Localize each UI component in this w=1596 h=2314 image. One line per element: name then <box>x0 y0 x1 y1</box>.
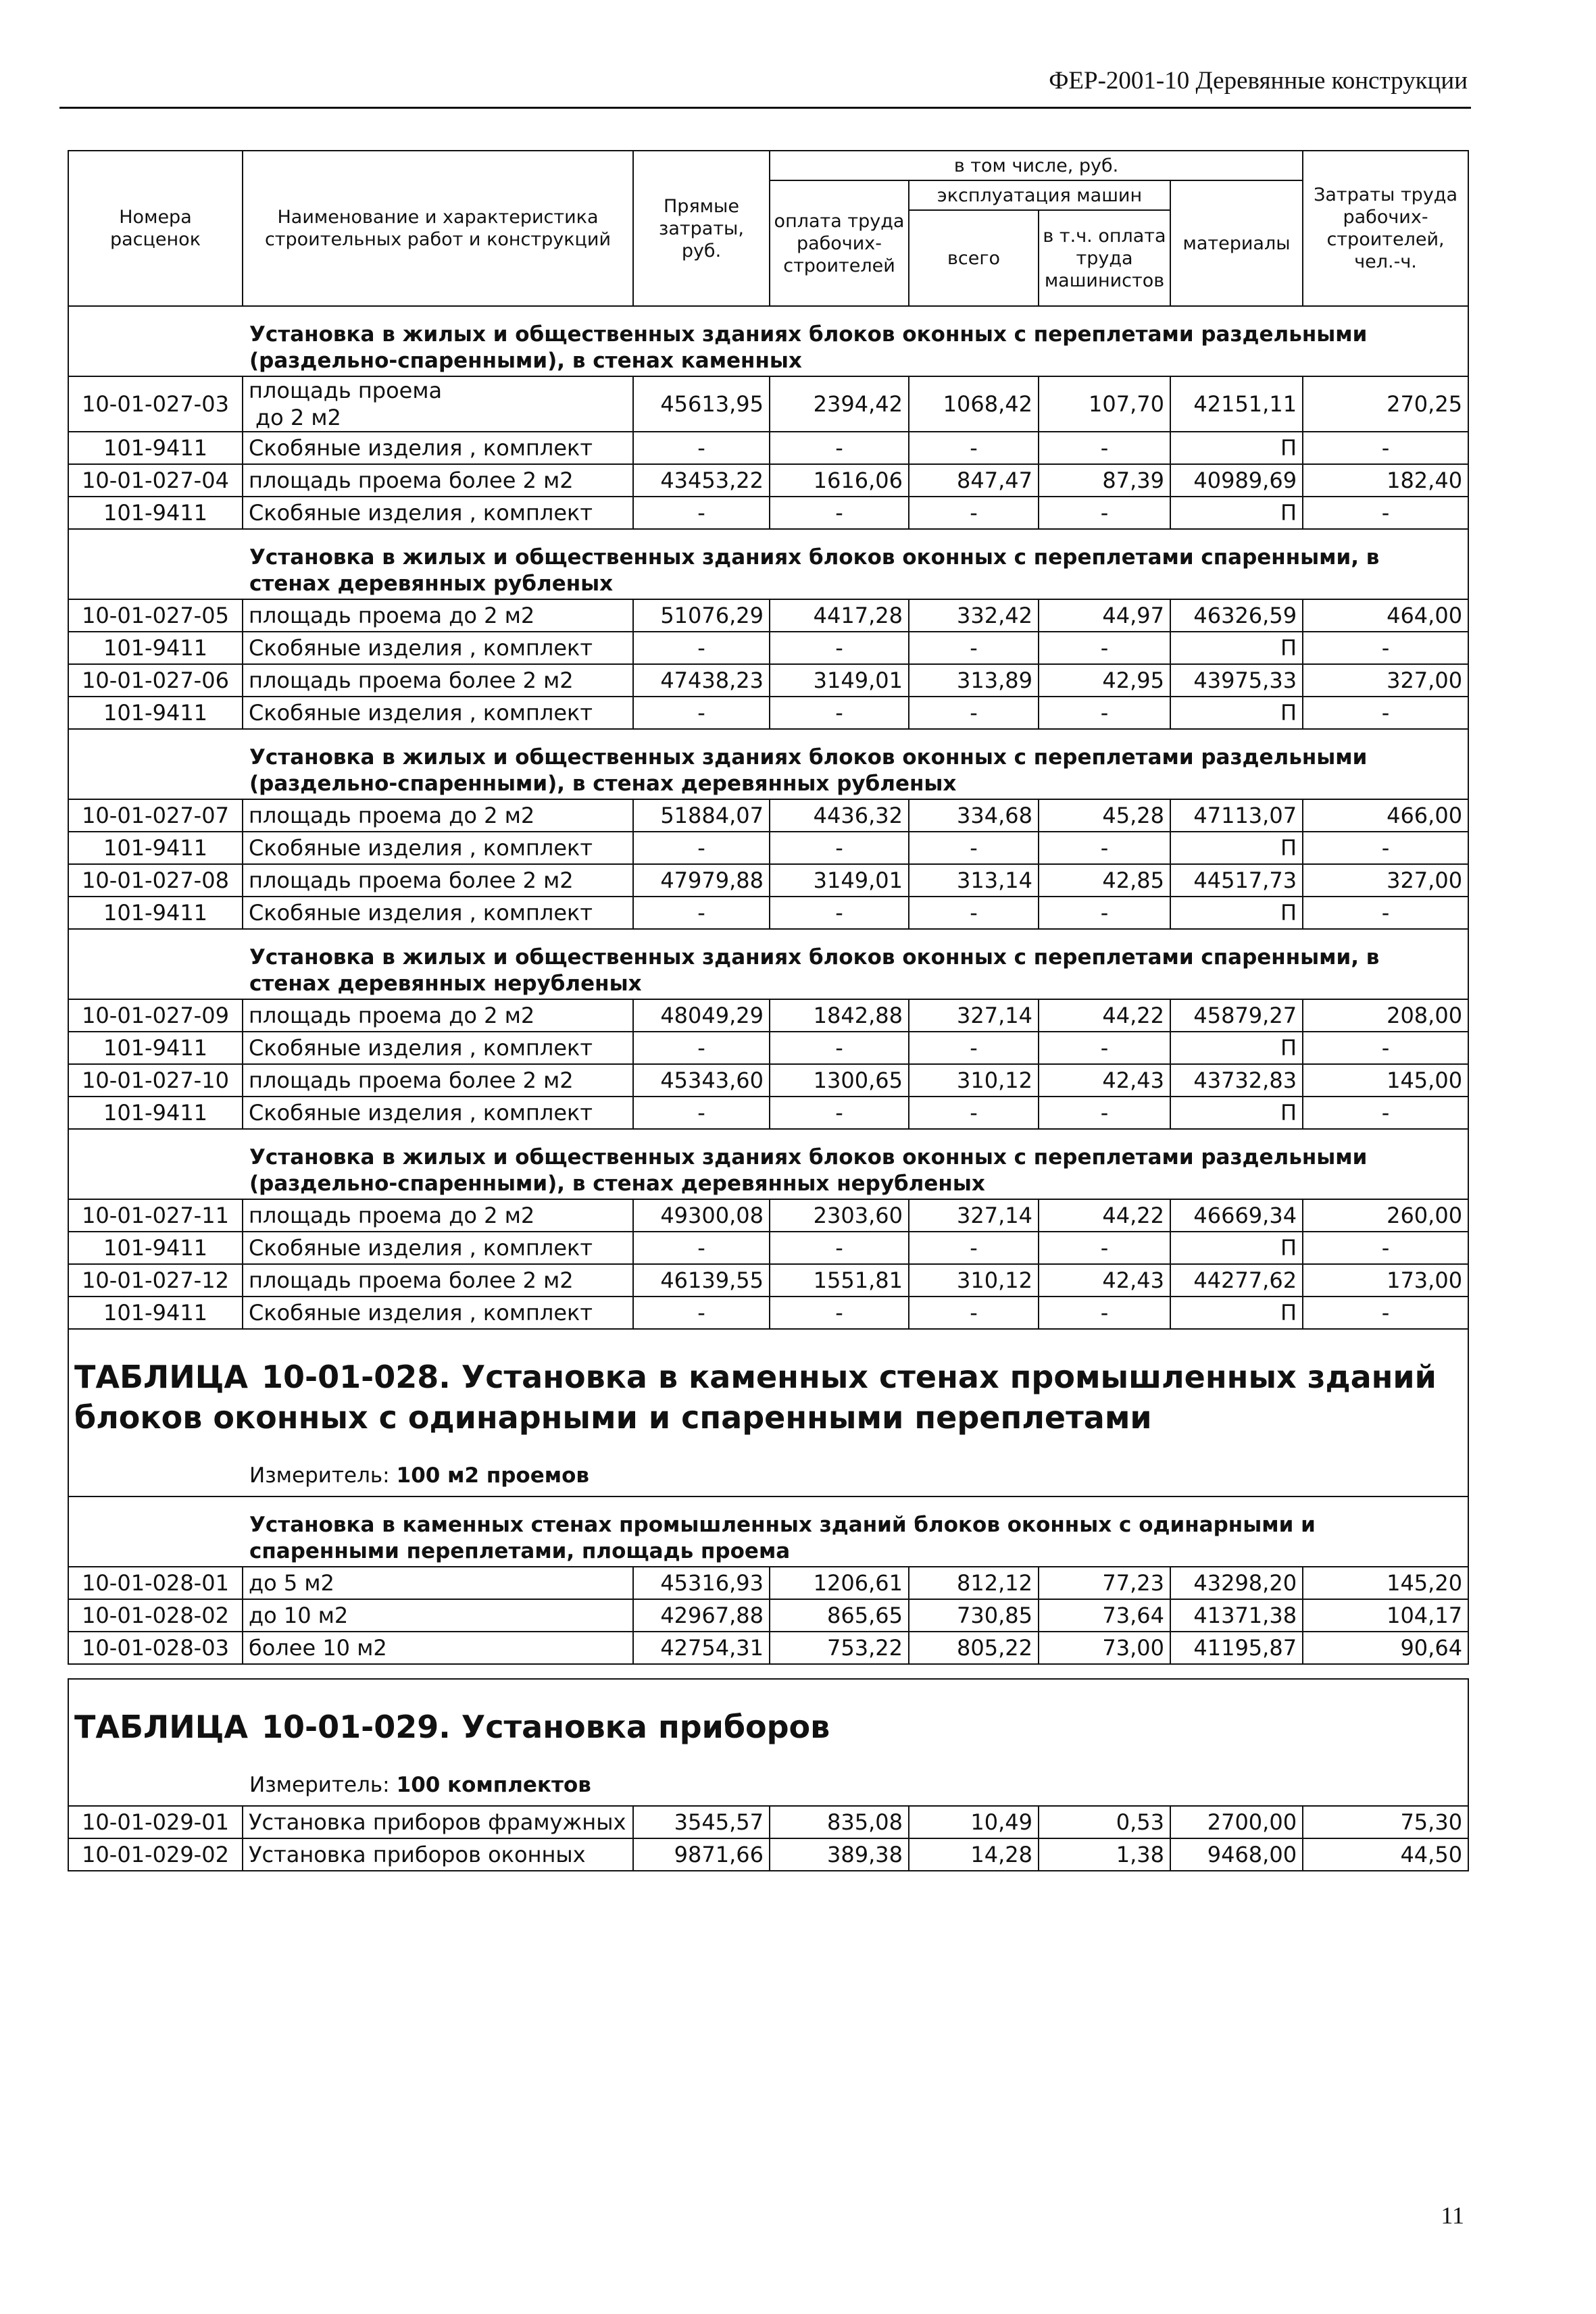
labor-hours: - <box>1303 1097 1468 1129</box>
rate-name: Скобяные изделия , комплект <box>243 632 633 664</box>
material-row <box>68 1032 1468 1064</box>
labor-pay: 3149,01 <box>770 664 909 697</box>
direct-costs: 42754,31 <box>633 1632 770 1664</box>
machinists-pay: - <box>1039 632 1170 664</box>
section-spacer <box>68 1496 243 1567</box>
materials-cost: П <box>1170 897 1303 929</box>
rate-code: 101-9411 <box>68 1297 243 1329</box>
labor-pay: - <box>770 697 909 729</box>
labor-hours: - <box>1303 832 1468 864</box>
rate-row <box>68 1199 1468 1232</box>
machinists-pay: - <box>1039 1297 1170 1329</box>
machinists-pay: 73,64 <box>1039 1599 1170 1632</box>
section-title-row <box>68 529 1468 599</box>
material-row <box>68 897 1468 929</box>
labor-hours: - <box>1303 1297 1468 1329</box>
section-title: Установка в каменных стенах промышленных зданий блоков оконных с одинарными и спаренными переплетами, площадь проема <box>243 1496 1468 1567</box>
table-label: ТАБЛИЦА <box>74 1709 249 1745</box>
direct-costs: 51076,29 <box>633 599 770 632</box>
machines-total: 10,49 <box>909 1806 1039 1838</box>
materials-cost: П <box>1170 1032 1303 1064</box>
labor-hours: 90,64 <box>1303 1632 1468 1664</box>
materials-cost: П <box>1170 1297 1303 1329</box>
header-labor-hours: Затраты труда рабочих-строителей, чел.-ч. <box>1303 151 1468 306</box>
rate-name: Установка приборов фрамужных <box>243 1806 633 1838</box>
machinists-pay: - <box>1039 832 1170 864</box>
labor-pay: 389,38 <box>770 1838 909 1871</box>
rate-code: 101-9411 <box>68 697 243 729</box>
section-title: Установка в жилых и общественных зданиях блоков оконных с переплетами раздельными (раздельно-спаренными), в стенах деревянных рубленых <box>243 729 1468 799</box>
rate-code: 101-9411 <box>68 497 243 529</box>
machinists-pay: - <box>1039 1097 1170 1129</box>
labor-pay: - <box>770 497 909 529</box>
machines-total: 332,42 <box>909 599 1039 632</box>
direct-costs: 9871,66 <box>633 1838 770 1871</box>
direct-costs: - <box>633 1032 770 1064</box>
section-title: Установка в жилых и общественных зданиях блоков оконных с переплетами раздельными (раздельно-спаренными), в стенах деревянных нерубленых <box>243 1129 1468 1199</box>
header-name: Наименование и характеристика строительных работ и конструкций <box>243 151 633 306</box>
labor-hours: 464,00 <box>1303 599 1468 632</box>
section-spacer <box>68 1129 243 1199</box>
rate-row <box>68 1599 1468 1632</box>
labor-pay: - <box>770 1232 909 1264</box>
labor-hours: 270,25 <box>1303 376 1468 432</box>
machines-total: - <box>909 1097 1039 1129</box>
machinists-pay: 42,95 <box>1039 664 1170 697</box>
labor-pay: 3149,01 <box>770 864 909 897</box>
table-029-title <box>68 1679 1468 1751</box>
machinists-pay: 42,43 <box>1039 1264 1170 1297</box>
machines-total: - <box>909 1297 1039 1329</box>
material-row <box>68 697 1468 729</box>
section-spacer <box>68 929 243 999</box>
rate-name: Скобяные изделия , комплект <box>243 832 633 864</box>
section-title-row <box>68 729 1468 799</box>
gap-cell <box>68 1664 1468 1679</box>
rate-row <box>68 999 1468 1032</box>
labor-pay: 4436,32 <box>770 799 909 832</box>
labor-pay: - <box>770 632 909 664</box>
rate-code: 101-9411 <box>68 897 243 929</box>
material-row <box>68 497 1468 529</box>
running-head: ФЕР-2001-10 Деревянные конструкции <box>1049 67 1468 95</box>
section-title: Установка в жилых и общественных зданиях блоков оконных с переплетами спаренными, в стенах деревянных рубленых <box>243 529 1468 599</box>
rate-code: 101-9411 <box>68 832 243 864</box>
machinists-pay: - <box>1039 432 1170 464</box>
rate-code: 10-01-028-02 <box>68 1599 243 1632</box>
meter-value: 100 комплектов <box>396 1773 591 1797</box>
rate-code: 10-01-027-04 <box>68 464 243 497</box>
table-heading: 10-01-029. Установка приборов <box>261 1709 830 1745</box>
rate-name: более 10 м2 <box>243 1632 633 1664</box>
labor-pay: - <box>770 897 909 929</box>
labor-pay: 753,22 <box>770 1632 909 1664</box>
rate-code: 101-9411 <box>68 1097 243 1129</box>
machines-total: 730,85 <box>909 1599 1039 1632</box>
materials-cost: П <box>1170 1097 1303 1129</box>
table-029-title-row <box>68 1679 1468 1751</box>
material-row <box>68 1297 1468 1329</box>
machinists-pay: 1,38 <box>1039 1838 1170 1871</box>
labor-pay: - <box>770 1297 909 1329</box>
rate-name: до 5 м2 <box>243 1567 633 1599</box>
machines-total: 334,68 <box>909 799 1039 832</box>
materials-cost: 41371,38 <box>1170 1599 1303 1632</box>
machinists-pay: 73,00 <box>1039 1632 1170 1664</box>
labor-pay: - <box>770 1032 909 1064</box>
machinists-pay: 42,85 <box>1039 864 1170 897</box>
materials-cost: П <box>1170 697 1303 729</box>
section-title: Установка в жилых и общественных зданиях блоков оконных с переплетами раздельными (раздельно-спаренными), в стенах каменных <box>243 306 1468 376</box>
direct-costs: - <box>633 1097 770 1129</box>
meter-value: 100 м2 проемов <box>396 1463 590 1488</box>
machines-total: - <box>909 832 1039 864</box>
direct-costs: 3545,57 <box>633 1806 770 1838</box>
labor-hours: - <box>1303 1232 1468 1264</box>
rate-code: 10-01-027-05 <box>68 599 243 632</box>
machines-total: 805,22 <box>909 1632 1039 1664</box>
direct-costs: - <box>633 897 770 929</box>
direct-costs: 47979,88 <box>633 864 770 897</box>
machines-total: 310,12 <box>909 1264 1039 1297</box>
rate-name-line: до 2 м2 <box>255 405 341 430</box>
section-title-row <box>68 1129 1468 1199</box>
machinists-pay: - <box>1039 697 1170 729</box>
labor-hours: 145,00 <box>1303 1064 1468 1097</box>
meter-row <box>68 1442 1468 1496</box>
rate-name: площадь проема более 2 м2 <box>243 1264 633 1297</box>
machinists-pay: - <box>1039 1232 1170 1264</box>
machines-total: 847,47 <box>909 464 1039 497</box>
machinists-pay: 44,22 <box>1039 1199 1170 1232</box>
rate-row <box>68 1838 1468 1871</box>
rate-code: 10-01-028-01 <box>68 1567 243 1599</box>
materials-cost: 42151,11 <box>1170 376 1303 432</box>
labor-hours: 260,00 <box>1303 1199 1468 1232</box>
labor-hours: - <box>1303 632 1468 664</box>
rate-code: 10-01-027-11 <box>68 1199 243 1232</box>
machinists-pay: 45,28 <box>1039 799 1170 832</box>
rate-row <box>68 864 1468 897</box>
machinists-pay: 44,22 <box>1039 999 1170 1032</box>
meter-row <box>68 1751 1468 1806</box>
materials-cost: 46326,59 <box>1170 599 1303 632</box>
labor-pay: 865,65 <box>770 1599 909 1632</box>
machines-total: - <box>909 632 1039 664</box>
labor-hours: - <box>1303 697 1468 729</box>
direct-costs: - <box>633 432 770 464</box>
labor-pay: - <box>770 1097 909 1129</box>
rate-row <box>68 599 1468 632</box>
direct-costs: - <box>633 1232 770 1264</box>
machines-total: 812,12 <box>909 1567 1039 1599</box>
labor-pay: 1842,88 <box>770 999 909 1032</box>
machines-total: 327,14 <box>909 999 1039 1032</box>
direct-costs: 46139,55 <box>633 1264 770 1297</box>
materials-cost: 44277,62 <box>1170 1264 1303 1297</box>
labor-pay: 2394,42 <box>770 376 909 432</box>
rate-name <box>243 376 633 432</box>
rate-name-line: площадь проема <box>249 378 443 403</box>
rate-code: 101-9411 <box>68 1032 243 1064</box>
meter <box>68 1751 1468 1806</box>
machines-total: - <box>909 432 1039 464</box>
machines-total: - <box>909 697 1039 729</box>
section-title-row <box>68 1496 1468 1567</box>
labor-pay: 2303,60 <box>770 1199 909 1232</box>
machinists-pay: - <box>1039 897 1170 929</box>
machinists-pay: 44,97 <box>1039 599 1170 632</box>
rate-name: Установка приборов оконных <box>243 1838 633 1871</box>
machines-total: - <box>909 497 1039 529</box>
materials-cost: П <box>1170 632 1303 664</box>
labor-hours: 44,50 <box>1303 1838 1468 1871</box>
labor-hours: - <box>1303 897 1468 929</box>
rates-table <box>68 150 1469 1871</box>
machines-total: - <box>909 897 1039 929</box>
direct-costs: 48049,29 <box>633 999 770 1032</box>
machines-total: - <box>909 1232 1039 1264</box>
meter-label: Измеритель: <box>249 1463 390 1488</box>
rate-name: площадь проема до 2 м2 <box>243 599 633 632</box>
direct-costs: - <box>633 832 770 864</box>
labor-pay: 835,08 <box>770 1806 909 1838</box>
rate-name: Скобяные изделия , комплект <box>243 897 633 929</box>
material-row <box>68 1097 1468 1129</box>
section-spacer <box>68 306 243 376</box>
machinists-pay: 87,39 <box>1039 464 1170 497</box>
direct-costs: 45613,95 <box>633 376 770 432</box>
machinists-pay: - <box>1039 497 1170 529</box>
header-machinists-pay: в т.ч. оплата труда машинистов <box>1039 210 1170 306</box>
rate-code: 10-01-029-02 <box>68 1838 243 1871</box>
labor-pay: - <box>770 832 909 864</box>
header-machines: эксплуатация машин <box>909 180 1170 210</box>
materials-cost: 47113,07 <box>1170 799 1303 832</box>
materials-cost: 43975,33 <box>1170 664 1303 697</box>
section-spacer <box>68 729 243 799</box>
labor-hours: - <box>1303 1032 1468 1064</box>
table-heading: 10-01-028. Установка в каменных стенах промышленных зданий блоков оконных с одинарными и спаренными переплетами <box>74 1359 1437 1436</box>
labor-pay: 1616,06 <box>770 464 909 497</box>
rate-name: площадь проема до 2 м2 <box>243 999 633 1032</box>
labor-pay: 1206,61 <box>770 1567 909 1599</box>
rate-name: Скобяные изделия , комплект <box>243 1097 633 1129</box>
materials-cost: 43732,83 <box>1170 1064 1303 1097</box>
labor-pay: 1551,81 <box>770 1264 909 1297</box>
rate-row <box>68 799 1468 832</box>
rates-body <box>68 306 1468 1871</box>
material-row <box>68 832 1468 864</box>
rate-code: 10-01-027-03 <box>68 376 243 432</box>
machinists-pay: 107,70 <box>1039 376 1170 432</box>
machines-total: 310,12 <box>909 1064 1039 1097</box>
rate-code: 10-01-029-01 <box>68 1806 243 1838</box>
machines-total: 313,14 <box>909 864 1039 897</box>
labor-hours: 104,17 <box>1303 1599 1468 1632</box>
rate-name: Скобяные изделия , комплект <box>243 1032 633 1064</box>
header-code: Номера расценок <box>68 151 243 306</box>
machines-total: 327,14 <box>909 1199 1039 1232</box>
labor-pay: - <box>770 432 909 464</box>
rate-code: 101-9411 <box>68 432 243 464</box>
header-materials: материалы <box>1170 180 1303 306</box>
section-title-row <box>68 929 1468 999</box>
meter <box>68 1442 1468 1496</box>
material-row <box>68 432 1468 464</box>
labor-hours: - <box>1303 497 1468 529</box>
section-spacer <box>68 529 243 599</box>
materials-cost: 43298,20 <box>1170 1567 1303 1599</box>
labor-hours: 173,00 <box>1303 1264 1468 1297</box>
rate-name: площадь проема более 2 м2 <box>243 1064 633 1097</box>
direct-costs: - <box>633 697 770 729</box>
direct-costs: 47438,23 <box>633 664 770 697</box>
direct-costs: - <box>633 1297 770 1329</box>
rate-code: 10-01-027-07 <box>68 799 243 832</box>
direct-costs: 45316,93 <box>633 1567 770 1599</box>
rate-code: 10-01-027-09 <box>68 999 243 1032</box>
header-rule <box>59 107 1471 109</box>
direct-costs: 45343,60 <box>633 1064 770 1097</box>
rate-code: 10-01-027-08 <box>68 864 243 897</box>
labor-hours: 327,00 <box>1303 664 1468 697</box>
rates-sheet <box>68 150 1468 1871</box>
rate-name: площадь проема более 2 м2 <box>243 464 633 497</box>
machines-total: 1068,42 <box>909 376 1039 432</box>
rate-code: 10-01-027-10 <box>68 1064 243 1097</box>
direct-costs: 43453,22 <box>633 464 770 497</box>
rate-name: Скобяные изделия , комплект <box>243 1297 633 1329</box>
rate-row <box>68 464 1468 497</box>
rate-name: площадь проема до 2 м2 <box>243 1199 633 1232</box>
labor-hours: 466,00 <box>1303 799 1468 832</box>
machines-total: - <box>909 1032 1039 1064</box>
table-028-title-row <box>68 1329 1468 1442</box>
table-028-title <box>68 1329 1468 1442</box>
machinists-pay: - <box>1039 1032 1170 1064</box>
section-title: Установка в жилых и общественных зданиях блоков оконных с переплетами спаренными, в стенах деревянных нерубленых <box>243 929 1468 999</box>
section-title-row <box>68 306 1468 376</box>
header-machines-total: всего <box>909 210 1039 306</box>
machines-total: 313,89 <box>909 664 1039 697</box>
rate-row <box>68 664 1468 697</box>
rate-name: до 10 м2 <box>243 1599 633 1632</box>
rate-row <box>68 1264 1468 1297</box>
rate-row <box>68 1806 1468 1838</box>
rate-code: 10-01-027-12 <box>68 1264 243 1297</box>
labor-pay: 1300,65 <box>770 1064 909 1097</box>
labor-hours: - <box>1303 432 1468 464</box>
labor-hours: 182,40 <box>1303 464 1468 497</box>
rate-name: Скобяные изделия , комплект <box>243 697 633 729</box>
direct-costs: 42967,88 <box>633 1599 770 1632</box>
material-row <box>68 1232 1468 1264</box>
table-gap <box>68 1664 1468 1679</box>
header-including: в том числе, руб. <box>770 151 1303 180</box>
machines-total: 14,28 <box>909 1838 1039 1871</box>
rate-code: 101-9411 <box>68 1232 243 1264</box>
materials-cost: 40989,69 <box>1170 464 1303 497</box>
materials-cost: 2700,00 <box>1170 1806 1303 1838</box>
labor-hours: 327,00 <box>1303 864 1468 897</box>
materials-cost: П <box>1170 497 1303 529</box>
materials-cost: 9468,00 <box>1170 1838 1303 1871</box>
machinists-pay: 42,43 <box>1039 1064 1170 1097</box>
rate-row <box>68 1567 1468 1599</box>
rate-name: Скобяные изделия , комплект <box>243 432 633 464</box>
labor-pay: 4417,28 <box>770 599 909 632</box>
rate-row <box>68 1632 1468 1664</box>
rate-name: Скобяные изделия , комплект <box>243 1232 633 1264</box>
labor-hours: 145,20 <box>1303 1567 1468 1599</box>
rate-row <box>68 1064 1468 1097</box>
header-labor-pay: оплата труда рабочих-строителей <box>770 180 909 306</box>
table-label: ТАБЛИЦА <box>74 1359 249 1395</box>
page-number: 11 <box>1441 2202 1464 2229</box>
direct-costs: 51884,07 <box>633 799 770 832</box>
materials-cost: 41195,87 <box>1170 1632 1303 1664</box>
rate-name: Скобяные изделия , комплект <box>243 497 633 529</box>
direct-costs: 49300,08 <box>633 1199 770 1232</box>
rate-name: площадь проема более 2 м2 <box>243 864 633 897</box>
rate-code: 10-01-027-06 <box>68 664 243 697</box>
labor-hours: 75,30 <box>1303 1806 1468 1838</box>
materials-cost: П <box>1170 432 1303 464</box>
rate-name: площадь проема более 2 м2 <box>243 664 633 697</box>
direct-costs: - <box>633 497 770 529</box>
rate-code: 101-9411 <box>68 632 243 664</box>
material-row <box>68 632 1468 664</box>
materials-cost: 44517,73 <box>1170 864 1303 897</box>
machinists-pay: 77,23 <box>1039 1567 1170 1599</box>
materials-cost: 46669,34 <box>1170 1199 1303 1232</box>
materials-cost: 45879,27 <box>1170 999 1303 1032</box>
rate-code: 10-01-028-03 <box>68 1632 243 1664</box>
rate-name: площадь проема до 2 м2 <box>243 799 633 832</box>
materials-cost: П <box>1170 832 1303 864</box>
labor-hours: 208,00 <box>1303 999 1468 1032</box>
rate-row <box>68 376 1468 432</box>
materials-cost: П <box>1170 1232 1303 1264</box>
meter-label: Измеритель: <box>249 1773 390 1797</box>
machinists-pay: 0,53 <box>1039 1806 1170 1838</box>
header-direct-costs: Прямые затраты, руб. <box>633 151 770 306</box>
direct-costs: - <box>633 632 770 664</box>
